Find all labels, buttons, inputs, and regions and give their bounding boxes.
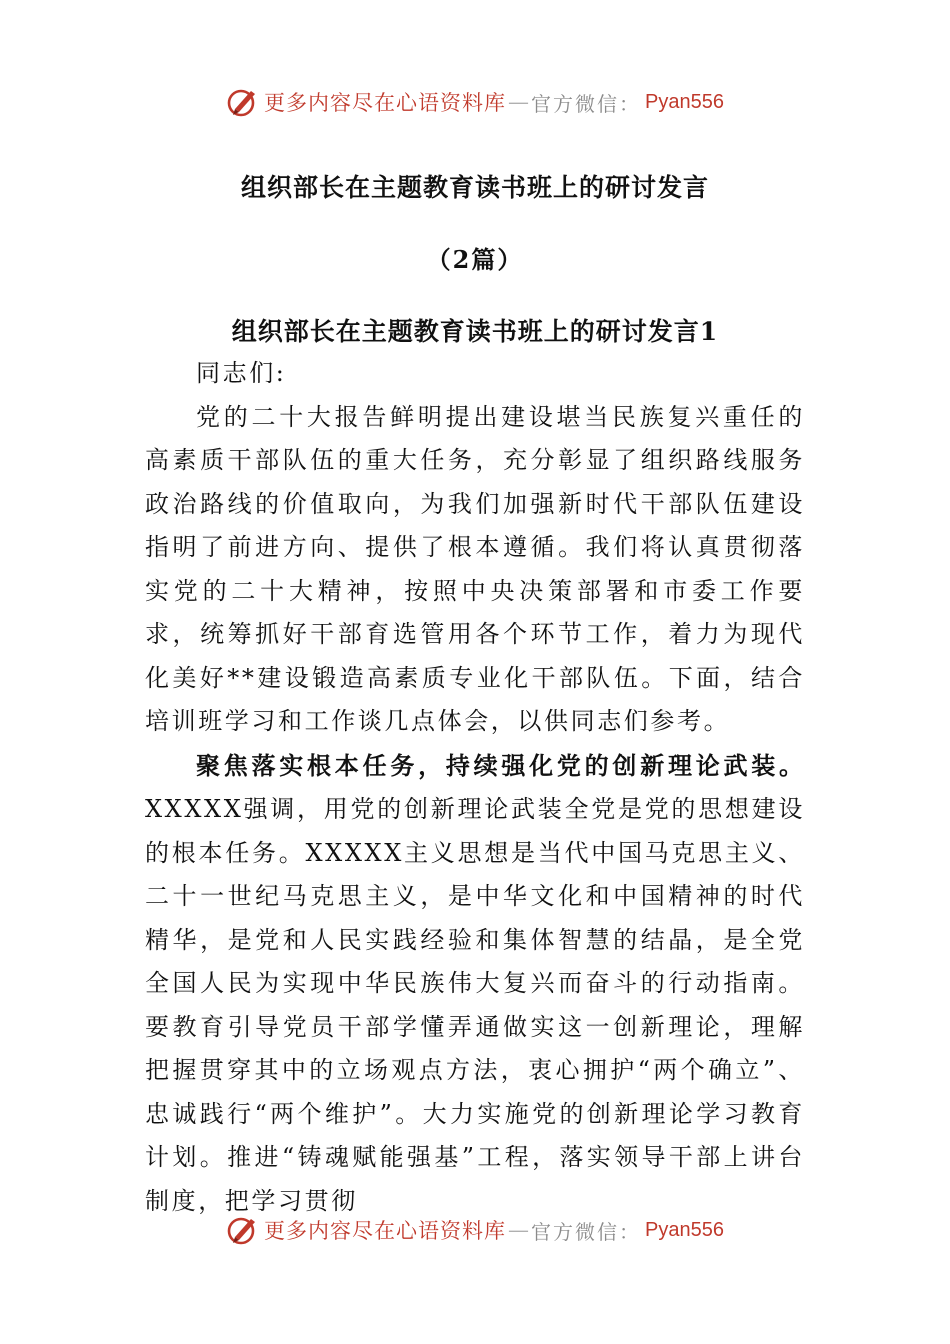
salutation: 同志们: <box>196 359 287 387</box>
banner-dash: — <box>508 90 530 114</box>
pen-logo-icon <box>226 1213 260 1247</box>
banner-wechat-id: Pyan556 <box>645 90 724 113</box>
banner-wechat-label: 官方微信： <box>531 1219 642 1244</box>
banner-brand-text: 更多内容尽在心语资料库 <box>264 91 507 115</box>
paragraph-1: 党的二十大报告鲜明提出建设堪当民族复兴重任的高素质干部队伍的重大任务，充分彰显了组织路线服务政治路线的价值取向，为我们加强新时代干部队伍建设指明了前进方向、提供了根本遵循。我们将认真贯彻落实党的二十大精神，按照中央决策部署和市委工作要求，统筹抓好干部育选管用各个环节工作，着力为现代化美好**建设锻造高素质专业化干部队伍。下面，结合培训班学习和工作谈几点体会，以供同志们参考。 <box>145 402 805 735</box>
paragraph-2-lead: 聚焦落实根本任务，持续强化党的创新理论武装。 <box>196 750 805 780</box>
banner-wechat-label: 官方微信： <box>531 91 642 116</box>
paragraph-2 <box>145 744 805 1224</box>
document-body <box>145 352 805 1223</box>
header-banner <box>0 80 950 124</box>
pen-logo-icon <box>226 85 260 119</box>
banner-wechat-id: Pyan556 <box>645 1218 724 1241</box>
section-title: 组织部长在主题教育读书班上的研讨发言1 <box>231 317 719 346</box>
banner-brand-text: 更多内容尽在心语资料库 <box>264 1219 507 1243</box>
paragraph-2-body: XXXXX强调，用党的创新理论武装全党是党的思想建设的根本任务。XXXXX主义思想是当代中国马克思主义、二十一世纪马克思主义，是中华文化和中国精神的时代精华，是党和人民实践经验和集体智慧的结晶，是全党全国人民为实现中华民族伟大复兴而奋斗的行动指南。要教育引导党员干部学懂弄通做实这一创新理论，理解把握贯穿其中的立场观点方法，衷心拥护“两个确立”、忠诚践行“两个维护”。大力实施党的创新理论学习教育计划。推进“铸魂赋能强基”工程，落实领导干部上讲台制度，把学习贯彻 <box>145 795 805 1215</box>
banner-dash: — <box>508 1218 530 1242</box>
document-title: 组织部长在主题教育读书班上的研讨发言 <box>240 173 709 202</box>
footer-banner <box>0 1208 950 1252</box>
document-subtitle: （2篇） <box>426 245 524 274</box>
